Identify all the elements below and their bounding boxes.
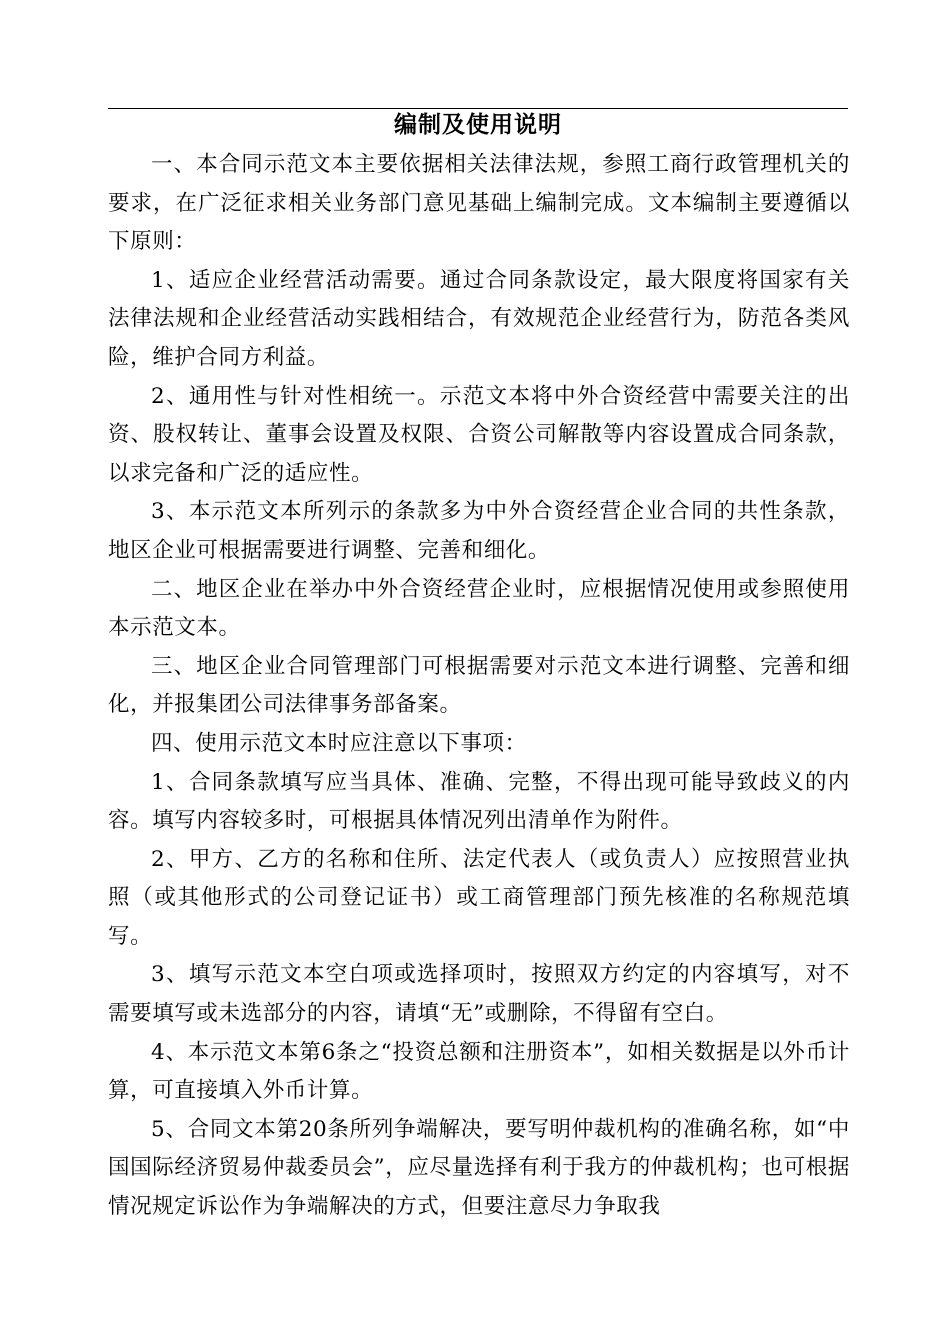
paragraph-8: 1、合同条款填写应当具体、准确、完整，不得出现可能导致歧义的内容。填写内容较多时，可根据具体情况列出清单作为附件。: [108, 769, 850, 834]
paragraph-6: 三、地区企业合同管理部门可根据需要对示范文本进行调整、完善和细化，并报集团公司法律事务部备案。: [108, 653, 850, 718]
paragraph-11: 4、本示范文本第6条之“投资总额和注册资本”，如相关数据是以外币计算，可直接填入外币计算。: [108, 1039, 850, 1104]
header-rule: [108, 108, 848, 109]
paragraph-9: 2、甲方、乙方的名称和住所、法定代表人（或负责人）应按照营业执照（或其他形式的公司登记证书）或工商管理部门预先核准的名称规范填写。: [108, 846, 850, 949]
paragraph-5: 二、地区企业在举办中外合资经营企业时，应根据情况使用或参照使用本示范文本。: [108, 576, 850, 641]
paragraph-12: 5、合同文本第20条所列争端解决，要写明仲裁机构的准确名称，如“中国国际经济贸易仲裁委员会”，应尽量选择有利于我方的仲裁机构；也可根据情况规定诉讼作为争端解决的方式，但要注意尽力争取我: [108, 1116, 850, 1220]
document-body: [108, 146, 850, 1227]
document-title: 编制及使用说明: [394, 112, 562, 138]
paragraph-2: 1、适应企业经营活动需要。通过合同条款设定，最大限度将国家有关法律法规和企业经营活动实践相结合，有效规范企业经营行为，防范各类风险，维护合同方利益。: [108, 267, 850, 370]
paragraph-3: 2、通用性与针对性相统一。示范文本将中外合资经营中需要关注的出资、股权转让、董事会设置及权限、合资公司解散等内容设置成合同条款，以求完备和广泛的适应性。: [108, 383, 850, 486]
paragraph-10: 3、填写示范文本空白项或选择项时，按照双方约定的内容填写，对不需要填写或未选部分的内容，请填“无”或删除，不得留有空白。: [108, 962, 850, 1027]
paragraph-7: 四、使用示范文本时应注意以下事项：: [151, 730, 527, 756]
paragraph-1: 一、本合同示范文本主要依据相关法律法规，参照工商行政管理机关的要求，在广泛征求相关业务部门意见基础上编制完成。文本编制主要遵循以下原则：: [108, 152, 850, 255]
paragraph-4: 3、本示范文本所列示的条款多为中外合资经营企业合同的共性条款，地区企业可根据需要进行调整、完善和细化。: [108, 499, 850, 563]
